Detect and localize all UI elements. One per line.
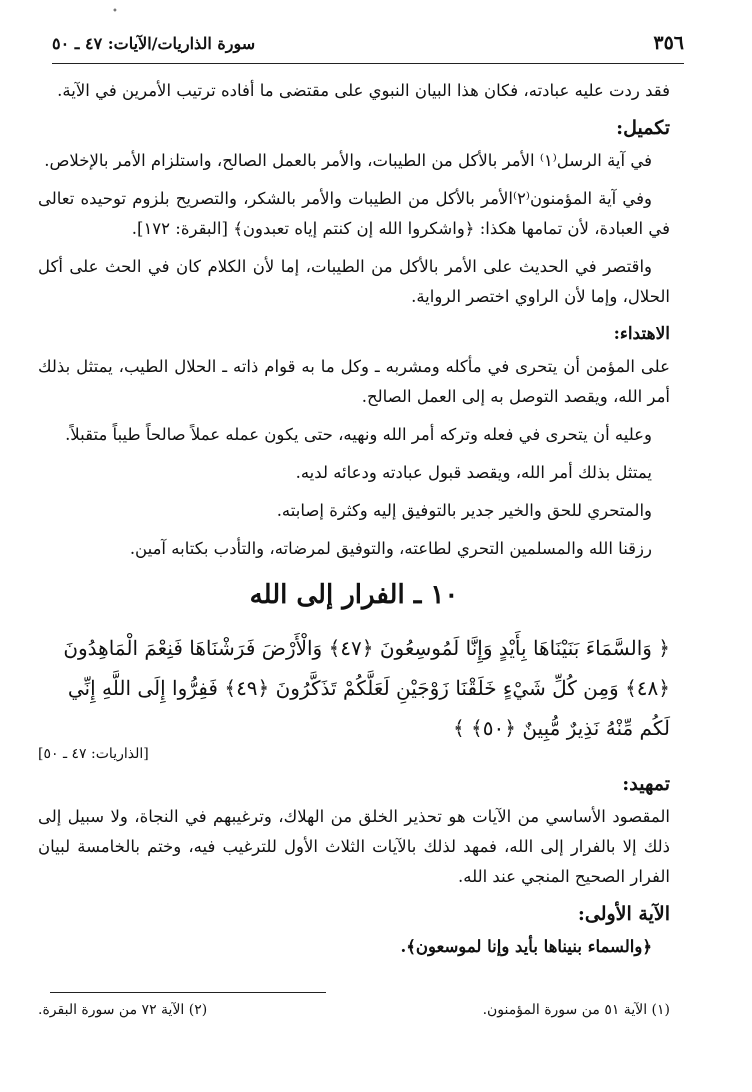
paragraph-6: وعليه أن يتحرى في فعله وتركه أمر الله ونهيه، حتى يكون عمله عملاً صالحاً طيباً متقبلاً. [65,425,652,444]
paragraph-7: يمتثل بذلك أمر الله، ويقصد قبول عبادته ودعائه لديه. [295,463,652,482]
paragraph-2: في آية الرسل⁽١⁾ الأمر بالأكل من الطيبات، والأمر بالعمل الصالح، واستلزام الأمر بالإخلاص. [44,151,652,170]
paragraph-3: وفي آية المؤمنون⁽٢⁾الأمر بالأكل من الطيبات والأمر بالشكر، والتصريح بلزوم توحيده تعالى في العبادة، لأن تمامها هكذا: ﴿واشكروا الله إن كنتم إياه تعبدون﴾ [البقرة: ١٧٢]. [38,189,670,238]
paragraph-5: على المؤمن أن يتحرى في مأكله ومشربه ـ وكل ما به قوام ذاته ـ الحلال الطيب، يمتثل بذلك أمر الله، ويقصد التوصل به إلى العمل الصالح. [38,357,670,406]
paragraph-1: فقد ردت عليه عبادته، فكان هذا البيان النبوي على مقتضى ما أفاده ترتيب الأمرين في الآية. [57,81,670,100]
verse-reference: [الذاريات: ٤٧ ـ ٥٠] [38,746,149,762]
heading-takmil: تكميل: [616,117,670,139]
header-rule [52,63,684,64]
main-text [38,76,670,970]
quran-verse: ﴿ وَالسَّمَاءَ بَنَيْنَاهَا بِأَيْدٍ وَإِنَّا لَمُوسِعُونَ ﴿٤٧﴾ وَالْأَرْضَ فَرَشْنَاهَا فَنِعْمَ الْمَاهِدُونَ ﴿٤٨﴾ وَمِن كُلِّ شَيْءٍ خَلَقْنَا زَوْجَيْنِ لَعَلَّكُمْ تَذَكَّرُونَ ﴿٤٩﴾ فَفِرُّوا إِلَى اللَّهِ إِنِّي لَكُم مِّنْهُ نَذِيرٌ مُّبِينٌ ﴿٥٠﴾ ﴾ [63,636,670,740]
heading-ihtida: الاهتداء: [613,324,670,344]
section-title: ١٠ ـ الفرار إلى الله [249,580,459,610]
paragraph-4: واقتصر في الحديث على الأمر بالأكل من الطيبات، إما لأن الكلام كان في الحث على أكل الحلال، وإما لأن الراوي اختصر الرواية. [38,257,670,306]
footnotes [38,1002,670,1018]
paragraph-tamhid: المقصود الأساسي من الآيات هو تحذير الخلق من الهلاك، وترغيبهم في النجاة، ولا سبيل إلى ذلك إلا بالفرار إلى الله، فمهد لذلك بالآيات الثلاث الأول للترغيب فيه، وختم بالخامسة لبيان الفرار الصحيح المنجي عند الله. [38,807,670,886]
running-header-surah: سورة الذاريات/الآيات: ٤٧ ـ ٥٠ [52,34,256,53]
heading-first-verse: الآية الأولى: [577,903,670,925]
footnote-rule [50,992,326,993]
paragraph-9: رزقنا الله والمسلمين التحري لطاعته، والتوفيق لمرضاته، والتأدب بكتابه آمين. [129,539,652,558]
footnote-1: (١) الآية ٥١ من سورة المؤمنون. [482,1002,670,1018]
heading-tamhid: تمهيد: [622,773,670,795]
page-header [52,30,684,64]
page-number: ٣٥٦ [653,32,684,54]
paragraph-8: والمتحري للحق والخير جدير بالتوفيق إليه وكثرة إصابته. [276,501,652,520]
footnote-2: (٢) الآية ٧٢ من سورة البقرة. [38,1002,208,1018]
scan-speck: • [112,6,118,17]
first-verse-text: ﴿والسماء بنيناها بأيد وإنا لموسعون﴾. [400,937,652,956]
